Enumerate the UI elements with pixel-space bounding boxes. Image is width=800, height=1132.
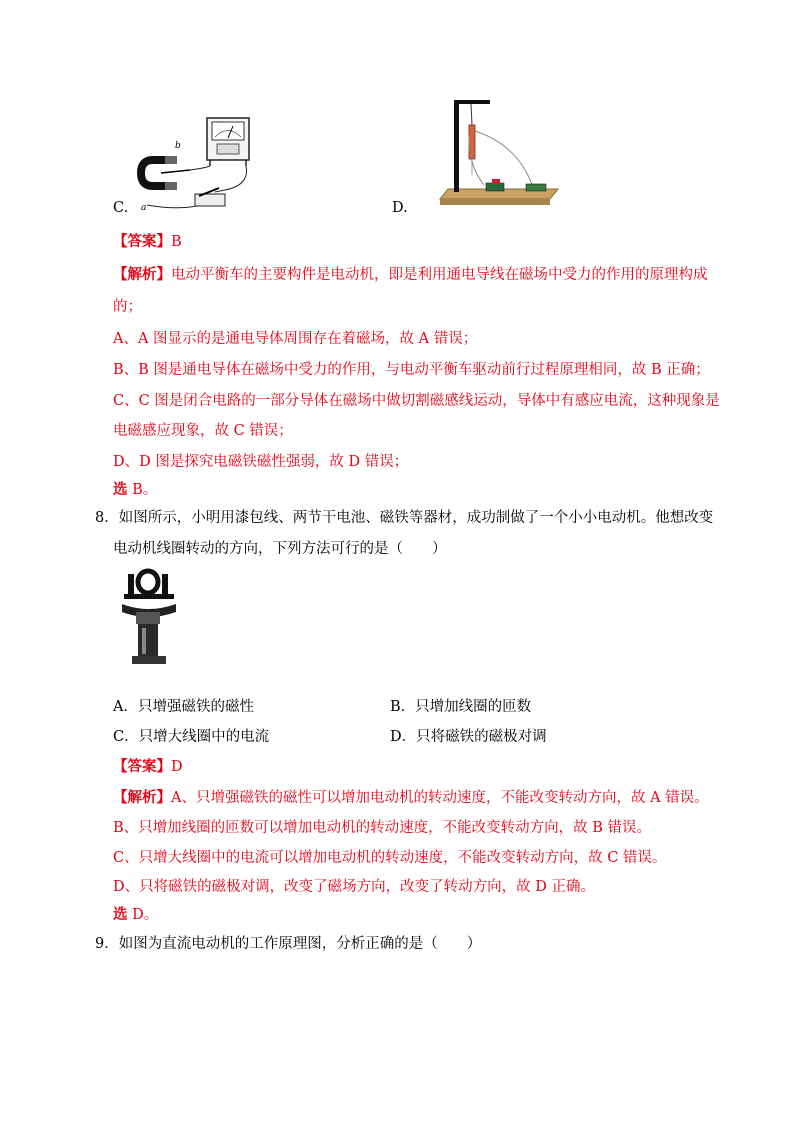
q8-answer bbox=[113, 757, 183, 777]
q8-stem-line2: 电动机线圈转动的方向，下列方法可行的是（ ） bbox=[113, 541, 447, 557]
q7-analysis-a: A、A 图显示的是通电导体周围存在着磁场，故 A 错误； bbox=[113, 331, 478, 347]
q7-answer bbox=[113, 232, 182, 252]
select-char: 选 bbox=[113, 906, 128, 923]
q8-option-c: C．只增大线圈中的电流 bbox=[113, 729, 270, 745]
label-a: a bbox=[141, 203, 147, 213]
answer-value: D bbox=[171, 759, 183, 775]
q7-analysis-c1: C、C 图是闭合电路的一部分导体在磁场中做切割磁感线运动，导体中有感应电流，这种现象是 bbox=[113, 393, 720, 409]
q8-analysis-d: D、只将磁铁的磁极对调，改变了磁场方向，改变了转动方向，故 D 正确。 bbox=[113, 879, 595, 895]
q7-analysis-b: B、B 图是通电导体在磁场中受力的作用，与电动平衡车驱动前行过程原理相同，故 B 正确； bbox=[113, 362, 710, 378]
analysis-tag: 【解析】 bbox=[113, 266, 171, 283]
q7-analysis-line2: 的； bbox=[113, 299, 142, 315]
q8-stem-line1: 8．如图所示，小明用漆包线、两节干电池、磁铁等器材，成功制做了一个小小电动机。他想改变 bbox=[95, 510, 714, 526]
option-d-label: D. bbox=[392, 200, 408, 216]
q8-option-d: D．只将磁铁的磁极对调 bbox=[390, 729, 547, 745]
answer-tag: 【答案】 bbox=[113, 233, 171, 250]
analysis-text: 电动平衡车的主要构件是电动机，即是利用通电导线在磁场中受力的作用的原理构成 bbox=[171, 267, 708, 283]
q8-analysis-c: C、只增大线圈中的电流可以增加电动机的转动速度，不能改变转动方向，故 C 错误。 bbox=[113, 850, 667, 866]
q8-option-a: A．只增强磁铁的磁性 bbox=[113, 699, 254, 715]
answer-tag: 【答案】 bbox=[113, 758, 171, 775]
q7-analysis-c2: 电磁感应现象，故 C 错误； bbox=[113, 423, 293, 439]
select-value: B。 bbox=[127, 482, 158, 498]
figure-c-galvanometer-circuit bbox=[135, 110, 255, 215]
label-b: b bbox=[175, 141, 181, 151]
figure-d-electromagnet-stand bbox=[438, 95, 560, 210]
analysis-text: A、只增强磁铁的磁性可以增加电动机的转动速度，不能改变转动方向，故 A 错误。 bbox=[171, 790, 709, 806]
q7-select bbox=[113, 480, 157, 500]
q8-select bbox=[113, 905, 158, 925]
select-char: 选 bbox=[113, 481, 128, 498]
q7-analysis-d: D、D 图是探究电磁铁磁性强弱，故 D 错误； bbox=[113, 454, 409, 470]
q8-analysis-b: B、只增加线圈的匝数可以增加电动机的转动速度，不能改变转动方向，故 B 错误。 bbox=[113, 820, 652, 836]
q7-analysis-line1 bbox=[113, 265, 708, 285]
q8-analysis-a bbox=[113, 788, 709, 808]
q9-stem: 9．如图为直流电动机的工作原理图，分析正确的是（ ） bbox=[95, 936, 482, 952]
q8-option-b: B．只增加线圈的匝数 bbox=[390, 699, 532, 715]
option-c-label: C. bbox=[113, 200, 129, 216]
answer-value: B bbox=[171, 234, 182, 250]
analysis-tag: 【解析】 bbox=[113, 789, 171, 806]
select-value: D。 bbox=[127, 907, 159, 923]
figure-q8-small-motor bbox=[118, 568, 180, 668]
